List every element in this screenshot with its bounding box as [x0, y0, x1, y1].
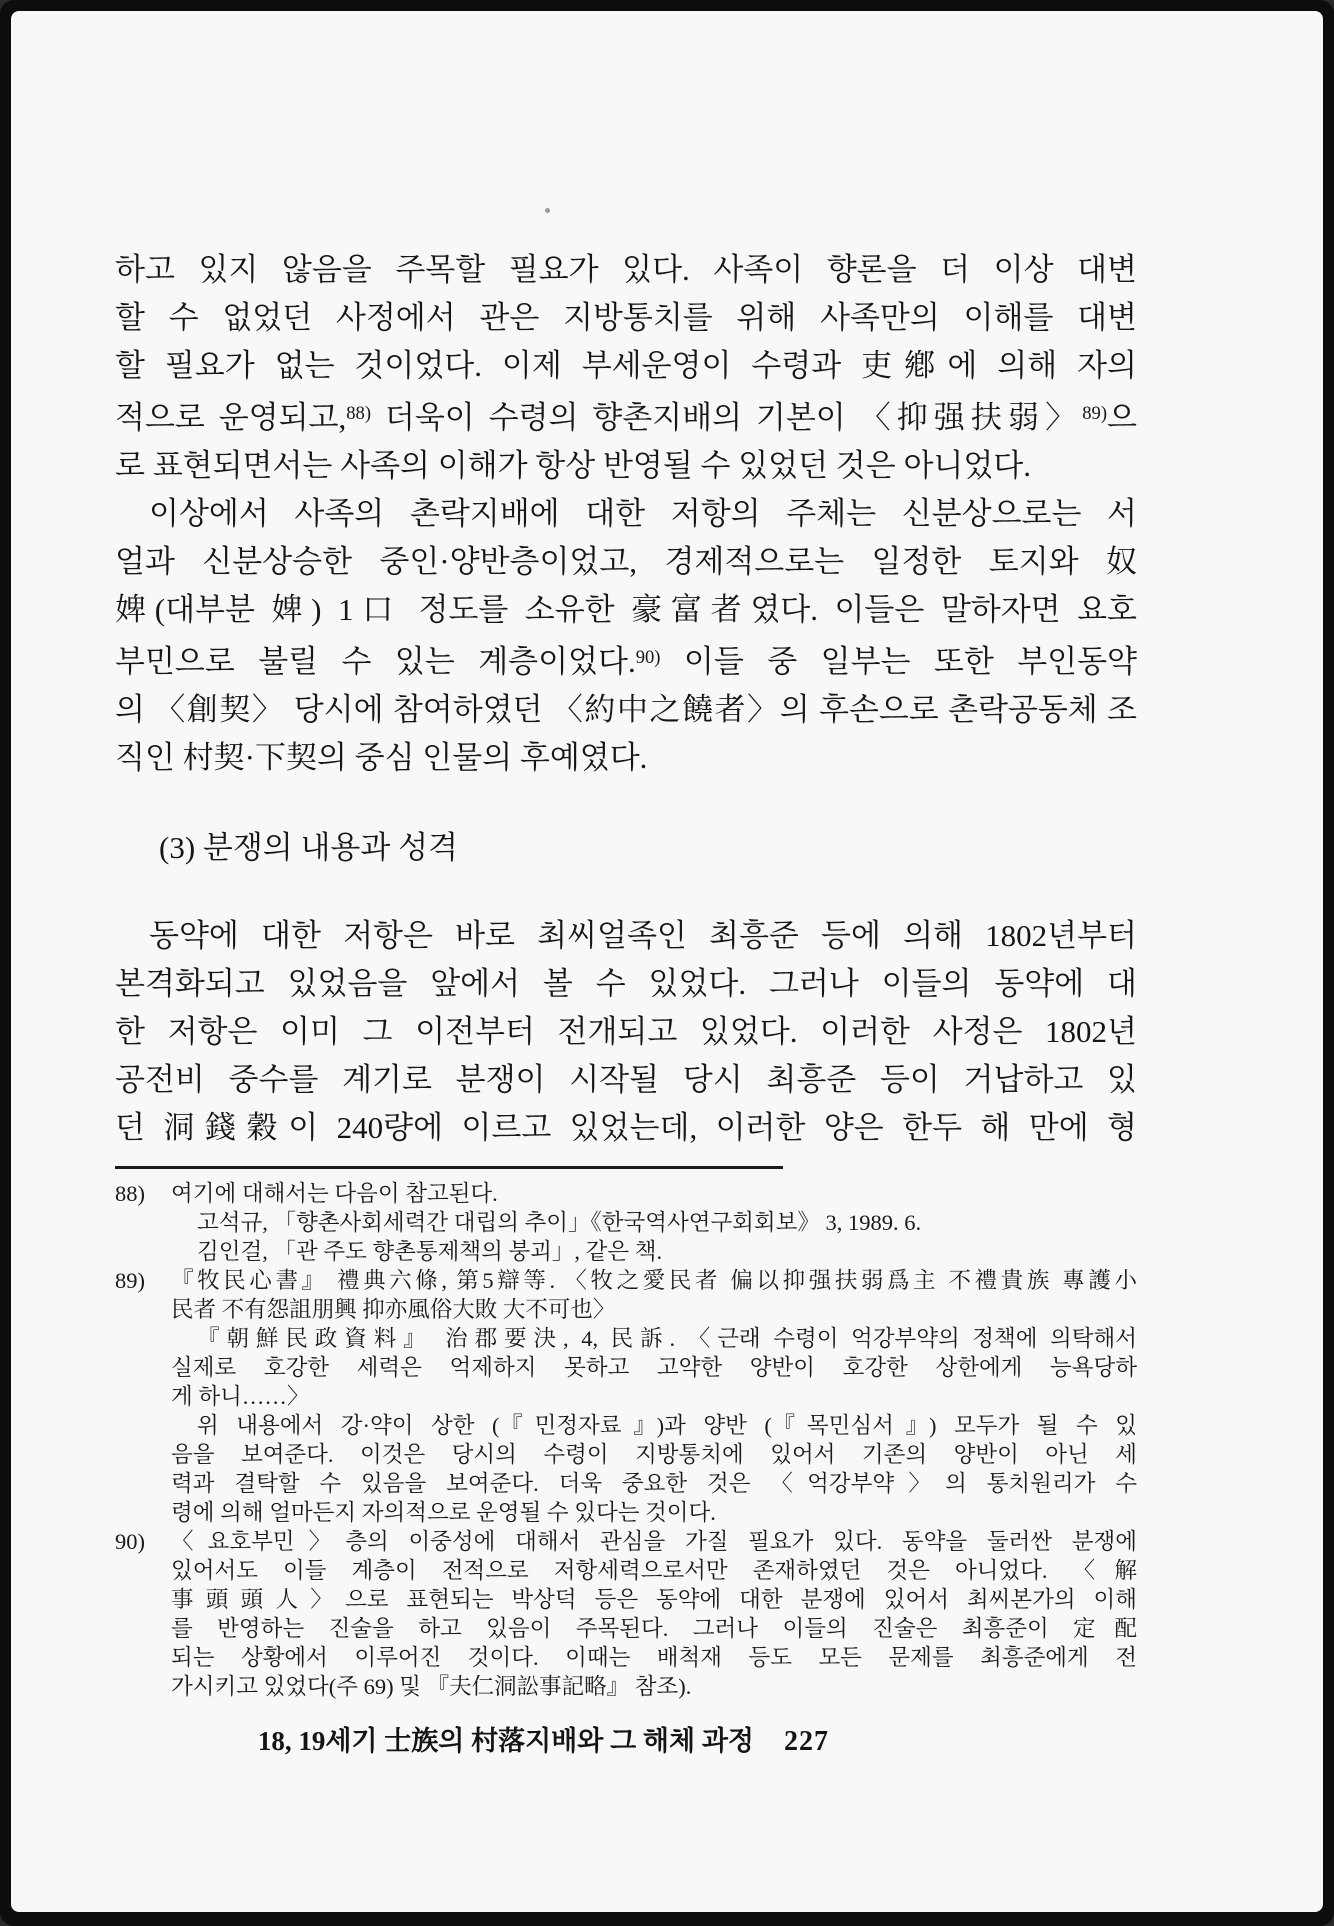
footer-title: 18, 19세기 士族의 村落지배와 그 해체 과정 [257, 1726, 754, 1756]
paragraph [115, 490, 1137, 782]
text-run: 『朝鮮民政資料』 治郡要決, 4, 民訴. 〈근래 수령이 억강부약의 정책에 의탁해서 [197, 1326, 1137, 1351]
body-line [115, 442, 1137, 490]
text-run: 실제로 호강한 세력은 억제하지 못하고 고약한 양반이 호강한 상한에게 능욕당하 [171, 1355, 1137, 1380]
paragraph [115, 246, 1137, 490]
text-run: 얼과 신분상승한 중인·양반층이었고, 경제적으로는 일정한 토지와 奴 [115, 544, 1137, 579]
text-run: 본격화되고 있었음을 앞에서 볼 수 있었다. 그러나 이들의 동약에 대 [115, 966, 1137, 1001]
footnote-line [171, 1237, 1137, 1266]
text-run: 더욱이 수령의 향촌지배의 기본이 〈抑强扶弱〉 [371, 400, 1083, 435]
text-run: 가시키고 있었다(주 69) 및 『夫仁洞訟事記略』 참조). [171, 1674, 692, 1699]
body-line [115, 1104, 1137, 1152]
text-run: 民者 不有怨詛朋興 抑亦風俗大敗 大不可也〉 [171, 1297, 616, 1322]
text-run: 하고 있지 않음을 주목할 필요가 있다. 사족이 향론을 더 이상 대변 [115, 252, 1137, 287]
footnote-line [171, 1324, 1137, 1353]
body-line [115, 294, 1137, 342]
text-run: 고석규, 「향촌사회세력간 대립의 추이」《한국역사연구회회보》 3, 1989. 6. [197, 1210, 922, 1235]
footnote-ref: 88) [346, 403, 372, 424]
footnote-line [171, 1614, 1137, 1643]
footnote-separator [115, 1166, 783, 1169]
footnote-number: 88) [115, 1181, 145, 1206]
text-run: 이들 중 일부는 또한 부인동약 [660, 644, 1137, 679]
footnote-text [171, 1527, 1137, 1701]
body-line [115, 342, 1137, 390]
text-run: 음을 보여준다. 이것은 당시의 수령이 지방통치에 있어서 기존의 양반이 아닌 세 [171, 1442, 1137, 1467]
footnote [115, 1179, 1137, 1266]
footnote-line [171, 1295, 1137, 1324]
footnotes [115, 1179, 1137, 1701]
body-line [115, 912, 1137, 960]
text-run: 적으로 운영되고, [115, 400, 347, 435]
body-line [115, 1008, 1137, 1056]
footnote-line [171, 1585, 1137, 1614]
body-line [115, 538, 1137, 586]
running-footer [115, 1719, 1137, 1758]
footnote [115, 1527, 1137, 1701]
body-text [115, 246, 1137, 1152]
footnote-number: 89) [115, 1268, 145, 1293]
body-line [115, 490, 1137, 538]
text-run: 婢(대부분 婢) 1口 정도를 소유한 豪富者였다. 이들은 말하자면 요호 [115, 592, 1137, 627]
text-run: 동약에 대한 저항은 바로 최씨얼족인 최흥준 등에 의해 1802년부터 [149, 918, 1137, 953]
text-run: 할 필요가 없는 것이었다. 이제 부세운영이 수령과 吏鄕에 의해 자의 [115, 348, 1137, 383]
footnote-line [171, 1643, 1137, 1672]
footnote-text [171, 1179, 1137, 1266]
footnote [115, 1266, 1137, 1527]
text-run: 의 〈創契〉 당시에 참여하였던 〈約中之饒者〉의 후손으로 촌락공동체 조 [115, 692, 1137, 727]
footnote-line [171, 1411, 1137, 1440]
page-content [11, 11, 1323, 1758]
body-line [115, 390, 1137, 442]
footnote-line [171, 1527, 1137, 1556]
footnote-line [171, 1266, 1137, 1295]
text-run: 〈요호부민〉층의 이중성에 대해서 관심을 가질 필요가 있다. 동약을 둘러싼 분쟁에 [171, 1529, 1137, 1554]
footnote-text [171, 1266, 1137, 1527]
footnote-ref: 89) [1082, 403, 1108, 424]
text-run: 있어서도 이들 계층이 전적으로 저항세력으로서만 존재하였던 것은 아니었다. 〈解 [171, 1558, 1137, 1583]
footnote-line [171, 1179, 1137, 1208]
footnote-line [171, 1556, 1137, 1585]
text-run: 김인걸, 「관 주도 향촌통제책의 붕괴」, 같은 책. [197, 1239, 663, 1264]
scan-speck [545, 208, 550, 213]
body-line [115, 1056, 1137, 1104]
footnote-line [171, 1440, 1137, 1469]
footnote-line [171, 1469, 1137, 1498]
body-line [115, 734, 1137, 782]
text-run: 던 洞錢穀이 240량에 이르고 있었는데, 이러한 양은 한두 해 만에 형 [115, 1110, 1137, 1145]
text-run: 『牧民心書』 禮典六條, 第5辯等. 〈牧之愛民者 偏以抑强扶弱爲主 不禮貴族 專護小 [171, 1268, 1137, 1293]
text-run: 부민으로 불릴 수 있는 계층이었다. [115, 644, 636, 679]
text-run: 여기에 대해서는 다음이 참고된다. [171, 1181, 498, 1206]
body-line [115, 634, 1137, 686]
section-heading: (3) 분쟁의 내용과 성격 [159, 830, 458, 865]
footnote-line [171, 1498, 1137, 1527]
text-run: 한 저항은 이미 그 이전부터 전개되고 있었다. 이러한 사정은 1802년 [115, 1014, 1137, 1049]
text-run: 으 [1107, 400, 1137, 435]
text-run: 事頭頭人〉으로 표현되는 박상덕 등은 동약에 대한 분쟁에 있어서 최씨본가의 이해 [171, 1587, 1137, 1612]
paragraph [115, 912, 1137, 1152]
text-run: 력과 결탁할 수 있음을 보여준다. 더욱 중요한 것은 〈억강부약〉의 통치원리가 수 [171, 1471, 1137, 1496]
text-run: 공전비 중수를 계기로 분쟁이 시작될 당시 최흥준 등이 거납하고 있 [115, 1062, 1137, 1097]
text-run: 령에 의해 얼마든지 자의적으로 운영될 수 있다는 것이다. [171, 1500, 716, 1525]
footnote-line [171, 1382, 1137, 1411]
text-run: 되는 상황에서 이루어진 것이다. 이때는 배척재 등도 모든 문제를 최흥준에게 전 [171, 1645, 1137, 1670]
body-line [115, 246, 1137, 294]
footnote-ref: 90) [635, 647, 661, 668]
text-run: 게 하니……〉 [171, 1384, 310, 1409]
text-run: 를 반영하는 진술을 하고 있음이 주목된다. 그러나 이들의 진술은 최흥준이 定配 [171, 1616, 1137, 1641]
body-line [115, 686, 1137, 734]
text-run: 이상에서 사족의 촌락지배에 대한 저항의 주체는 신분상으로는 서 [149, 496, 1137, 531]
body-line [115, 960, 1137, 1008]
text-run: 로 표현되면서는 사족의 이해가 항상 반영될 수 있었던 것은 아니었다. [115, 448, 1031, 483]
footnote-line [171, 1208, 1137, 1237]
footnote-number: 90) [115, 1529, 145, 1554]
page [11, 11, 1323, 1912]
text-run: 할 수 없었던 사정에서 관은 지방통치를 위해 사족만의 이해를 대변 [115, 300, 1137, 335]
footer-page-number: 227 [784, 1726, 829, 1757]
text-run: 위 내용에서 강·약이 상한 (『민정자료』)과 양반 (『목민심서』) 모두가 될 수 있 [197, 1413, 1137, 1438]
footnote-line [171, 1672, 1137, 1701]
footnote-line [171, 1353, 1137, 1382]
body-line [115, 586, 1137, 634]
text-run: 직인 村契·下契의 중심 인물의 후예였다. [115, 740, 648, 775]
